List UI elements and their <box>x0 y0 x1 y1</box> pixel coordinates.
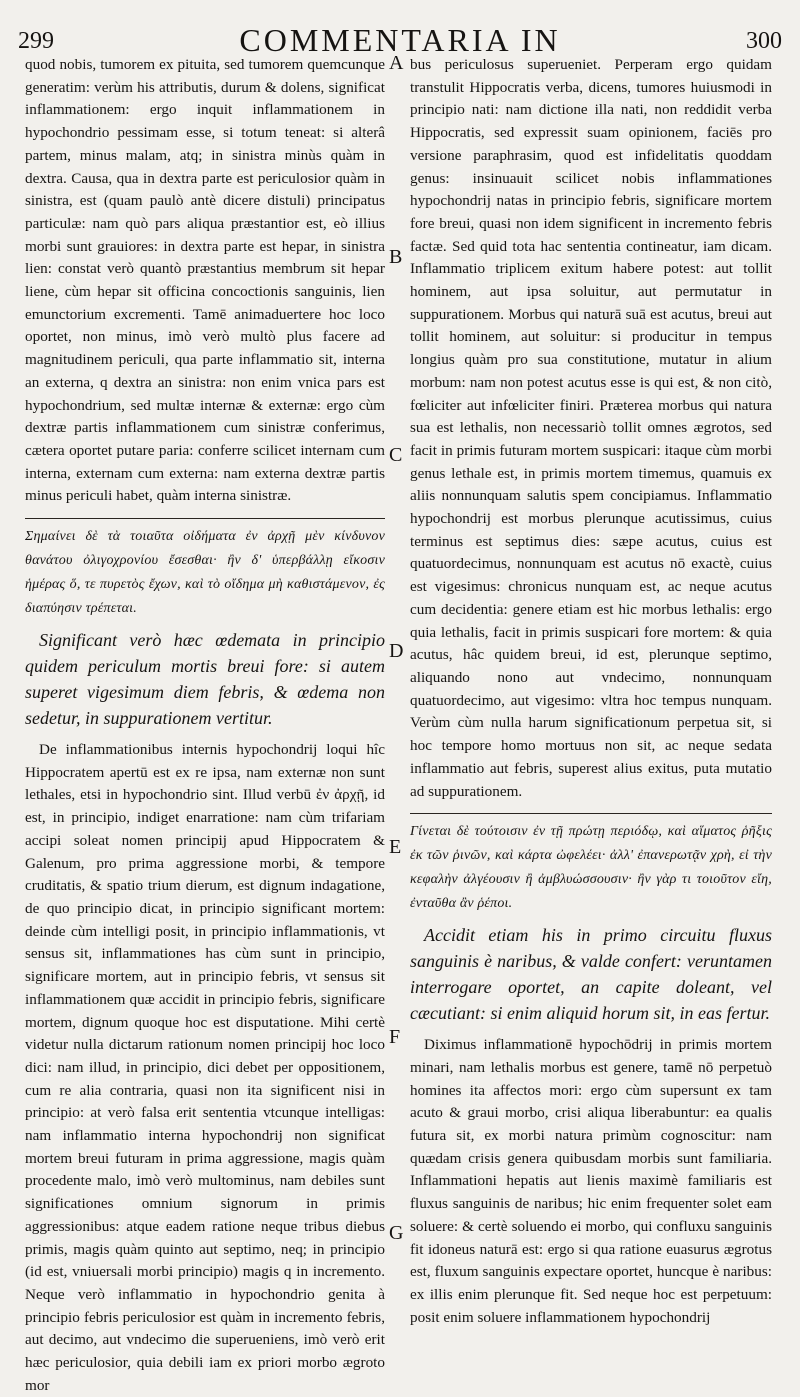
page-number-right: 300 <box>746 28 782 54</box>
right-latin-lemma: Accidit etiam his in primo circuitu fluxus sanguinis è naribus, & valde confert: veruntamen interrogare oportet, an capite doleant, vel cæcutiant: si enim aliquid horum sit, in eas fertur. <box>410 925 772 1024</box>
section-divider <box>25 518 385 519</box>
section-marker-b: B <box>389 246 403 268</box>
right-paragraph-1: bus periculosus superueniet. Perperam ergo quidam transtulit Hippocratis verba, dicens, tumores huiusmodi in principio nati: nam dictione illa nati, non reddidit verba Hippocratis, sed expressit suam opinionem, faciēs pro versione paraphrasim, quod est infidelitatis quoddam genus: insinuauit scilicet nobis inflammationes hypochondrij natas in principio febris, significare mortem fore breui, quasi non idem significent in incremento febris factæ. Sed quid tota hac sententia contineatur, iam dicam. Inflammatio triplicem exitum habere potest: aut tollit hominem, aut ipsa soluitur, aut permutatur in suppurationem. Morbus qui naturā suā est acutus, breui aut tollit hominem, aut soluitur: si producitur in tempus longius quàm pro sua constitutione, mutatur in alium morbum: nam non potest acutus esse is qui est, & non citò, fœliciter aut infœliciter finiri. Præterea morbus qui natura sua est lethalis, non necessariò tollit omnes ægrotos, sed facit in primis futuram mortem suspicari: itaque cùm morbi genus lethale est, in primis mortem timemus, quamuis ex aliis nonnunquam salutis spem concipiamus. Inflammatio hypochondrij est morbus plerunque acutissimus, cuius terminus est septimus dies: sæpe acutus, cuius est quatuordecimus, nonnunquam est acutus nō exactè, cuius est vigesimus: chronicus nunquam est, ac neque acutus cum decidentia: genere etiam est hic morbus lethalis: ergo quia lethalis, facit in primis suspicari fore mortem: & quia acutus, hâc quidem breui, id est, plerunque septimo, aliquando nono aut vndecimo, nonnunquam quatuordecimo, aut vigesimo: vltra hoc tempus nunquam. Verùm cùm nulla harum significationum perpetua sit, si hoc tempore homo mortuus non sit, ac neque sedata inflammatio aut febris, superest alius exitus, puta mutatio ad suppurationem. <box>410 56 772 800</box>
left-latin-lemma: Significant verò hæc œdemata in principio quidem periculum mortis breui fore: si autem superet vigesimum diem febris, & œdema non sedetur, in suppurationem vertitur. <box>25 630 385 729</box>
section-marker-d: D <box>389 640 404 662</box>
section-marker-f: F <box>389 1026 401 1048</box>
right-paragraph-2: Diximus inflammationē hypochōdrij in primis mortem minari, nam lethalis morbus est genere, tamē nō perpetuò homines ita affectos mori: ergo cùm supersunt ex tam acuto & graui morbo, crisi aliqua liberabuntur: ea qualis futura sit, ex morbi natura primùm cognoscitur: nam quædam crisis genera quibusdam morbis sunt familiaria. Inflammationi hepatis aut lienis maximè familiaris est fluxus sanguinis de naribus; hic enim frequenter solet eam soluere: & certè soluendo ei morbo, qui confluxu sanguinis fit idoneus naturā est: ergo si qua ratione euasurus ægrotus est, fluxum sanguinis expectare oportet, huncque è naribus: ex illis enim plerunque fit. Sed neque hoc est perpetuum: posit enim soluere inflammationem hypochondrij <box>410 1036 772 1326</box>
section-marker-a: A <box>389 52 404 74</box>
right-greek-lemma: Γίνεται δὲ τούτοισιν ἐν τῇ πρώτῃ περιόδῳ, καὶ αἵματος ῥῆξις ἐκ τῶν ῥινῶν, καὶ κάρτα ὠφελέει· ἀλλ' ἐπανερωτᾷν χρὴ, εἰ τὴν κεφαλὴν ἀλγέουσιν ἢ ἀμβλυώσσουσιν· ἢν γὰρ τι τοιοῦτον εἴη, ἐνταῦθα ἂν ῥέποι. <box>410 824 772 912</box>
running-title: COMMENTARIA IN <box>239 22 561 58</box>
left-paragraph-2: De inflammationibus internis hypochondrij loqui hîc Hippocratem apertū est ex re ipsa, nam externæ non sunt lethales, etsi in hypochondrio sint. Illud verbū ἐν ἀρχῇ, id est, in principio, indiget enarratione: nam cùm trifariam accipi soleat nomen principij apud Hippocratem & Galenum, pro prima aggressione morbi, & tempore cruditatis, & spatio trium dierum, est dignum indagatione, de quo principio dicat, in principio significant mortem: deinde cùm intelligi posit, in principio inflammationis, vt sensus sit, inflammationes has cùm sunt in principio, significare mortem, aut in principio febris, vt sensus sit inflammationem quæ accidit in principio febris, significare mortem, dignum quoque hoc est disputatione. Mihi certè videtur nulla dictarum rationum nomen principij hoc loco dici: nam illud, in principio, dici debet per oppositionem, cum re alia contraria, quasi non ita significent nisi in principio: at verò falsa erit sententia vtcunque intelligas: nam inflammatio interna hypochondrij non significat mortem breui futuram in prima aggressione, magis quàm procedente malo, imò verò multominus, nam debiles sunt significationes omnium signorum in primis aggressionibus: atque eadem ratione neque tribus diebus primis, magis quàm quinto aut septimo, neq; in principio (id est, vniuersali morbi principio) magis q in incremento. Neque verò inflammatio in hypochondrio genita à principio febris periculosior est quàm in incremento febris, aut decimo, aut vndecimo die superueniens, imò verò erit hæc periculosior, quia debili iam ex priori morbo ægroto mor <box>25 741 385 1394</box>
left-paragraph-1: quod nobis, tumorem ex pituita, sed tumorem quemcunque generatim: verùm his attributis, durum & dolens, significat inflammationem: ergo inquit inflammationem in hypochondrio pessimam esse, si totum teneat: si alterâ partem, minus malam, atq; in sinistra minùs quàm in dextra. Causa, qua in dextra parte est periculosior quàm in sinistra, est (quam paulò antè dicere distuli) principatus particulæ: nam quò pars aliqua præstantior est, eò illius morbi sunt grauiores: in dextra parte est hepar, in sinistra lien: constat verò quantò præstantius membrum sit hepar liene, cùm hepar sit officina concoctionis sanguinis, lien emunctorium excrementi. Tamē animaduertere hoc loco oportet, non minus, imò verò multò plus facere ad magnitudinem periculi, qua parte inflammatio sit, interna an externa, q dextra an sinistra: non enim vnica pars est hypochondrium, sed multæ internæ & externæ: ergo cùm dextræ partis inflammationem cum sinistræ conferimus, cætera oportet putare paria: conferre scilicet internam cum interna, externam cum externa: nam externa dextræ partis minus periculi habet, quàm interna sinistræ. <box>25 56 385 505</box>
page-number-left: 299 <box>18 28 54 54</box>
section-marker-c: C <box>389 444 403 466</box>
section-marker-e: E <box>389 836 402 858</box>
left-column <box>25 54 385 1397</box>
section-marker-g: G <box>389 1222 404 1244</box>
left-greek-lemma: Σημαίνει δὲ τὰ τοιαῦτα οἰδήματα ἐν ἀρχῇ μὲν κίνδυνον θανάτου ὀλιγοχρονίου ἔσεσθαι· ἢν δ' ὑπερβάλλῃ εἴκοσιν ἡμέρας ὅ, τε πυρετὸς ἔχων, καὶ τὸ οἴδημα μὴ καθιστάμενον, ἐς διαπύησιν τρέπεται. <box>25 529 385 617</box>
section-divider <box>410 813 772 814</box>
right-column <box>410 54 772 1329</box>
